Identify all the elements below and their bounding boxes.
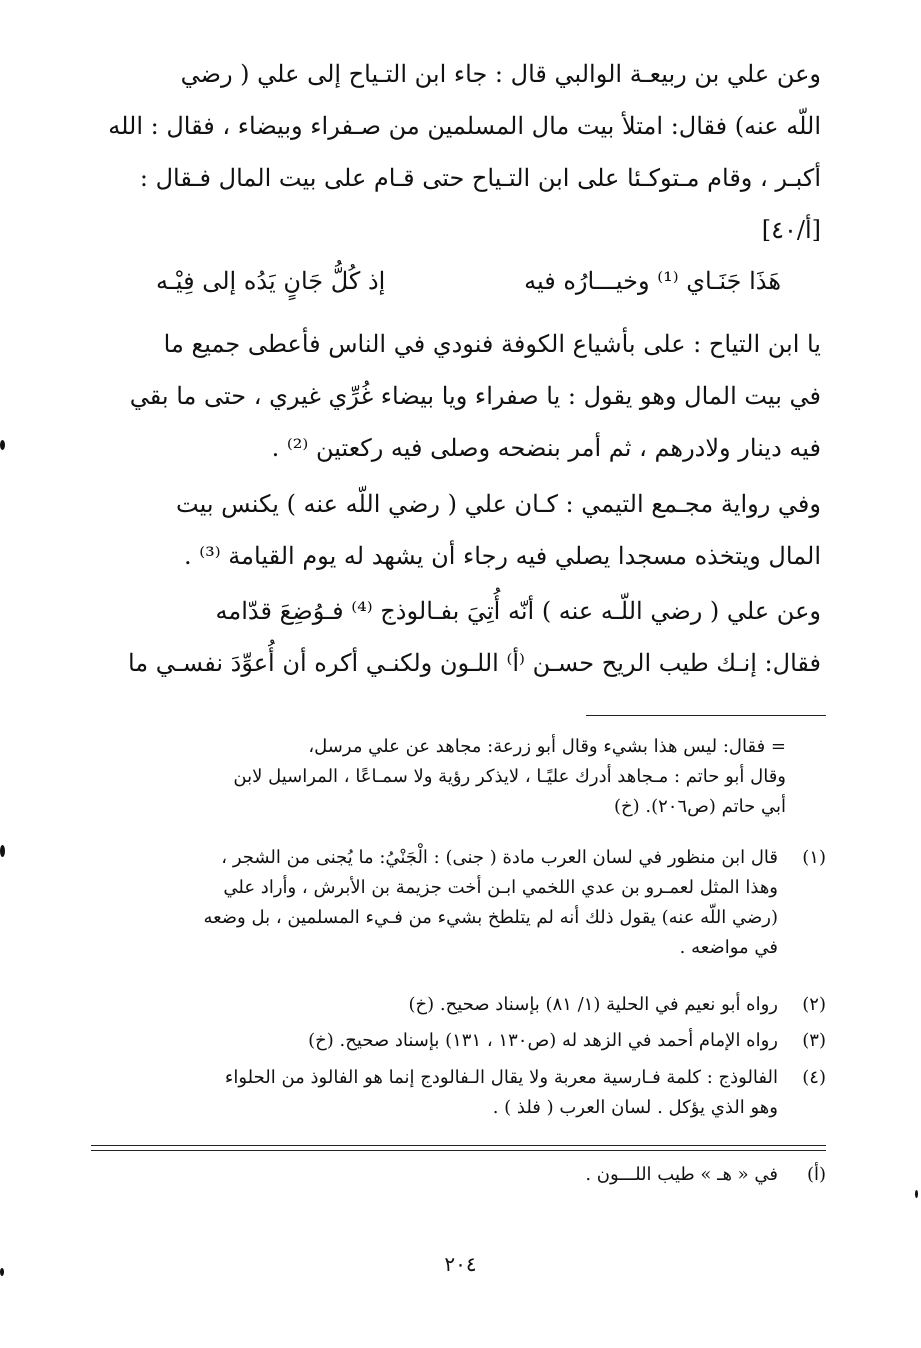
scan-mark (915, 1190, 918, 1198)
paragraph-line: فيه دينار ولادرهم ، ثم أمر بنضحه وصلى فيه ركعتين ⁽²⁾ . (271, 434, 821, 462)
variant-text: في « هـ » طيب اللـــون . (585, 1164, 778, 1185)
footnote-number: (٣) (802, 1030, 826, 1051)
paragraph-line: وعن علي ( رضي اللّـه عنه ) أنّه أُتِيَ بفـالوذج ⁽⁴⁾ فـوُضِعَ قدّامه (215, 597, 821, 625)
footnote-number: (٢) (802, 994, 826, 1015)
footnote-line: رواه أبو نعيم في الحلية (١/ ٨١) بإسناد صحيح. (خ) (408, 994, 778, 1015)
scan-mark (0, 845, 5, 857)
poetry-verse (106, 255, 821, 307)
footnote-line: (رضي اللّه عنه) يقول ذلك أنه لم يتلطخ بشيء من فـيء المسلمين ، بل وضعه (203, 907, 778, 928)
footnote-continuation (106, 732, 826, 822)
scan-mark (0, 440, 5, 450)
footnote-separator (586, 715, 826, 716)
footnote-line: = فقال: ليس هذا بشيء وقال أبو زرعة: مجاهد عن علي مرسل، (308, 736, 786, 757)
paragraph-line: وفي رواية مجـمع التيمي : كـان علي ( رضي اللّه عنه ) يكنس بيت (176, 490, 821, 518)
footnote-4 (106, 1063, 826, 1123)
footnote-line: رواه الإمام أحمد في الزهد له (ص١٣٠ ، ١٣١) بإسناد صحيح. (خ) (308, 1030, 778, 1051)
paragraph-line: وعن علي بن ربيعـة الوالبي قال : جاء ابن التـياح إلى علي ( رضي (180, 60, 821, 88)
page-number: ٢٠٤ (444, 1252, 477, 1276)
paragraph-line: اللّه عنه) فقال: امتلأ بيت مال المسلمين من صـفراء وبيضاء ، فقال : الله (108, 112, 821, 140)
paragraph-3 (106, 478, 821, 582)
footnote-line: الفالوذج : كلمة فـارسية معربة ولا يقال الـفالودج إنما هو الفالوذ من الحلواء (224, 1067, 778, 1088)
paragraph-1 (106, 48, 821, 256)
footnote-line: أبي حاتم (ص٢٠٦). (خ) (614, 796, 786, 817)
variant-separator (91, 1145, 826, 1151)
paragraph-4 (106, 585, 821, 689)
paragraph-line: يا ابن التياح : على بأشياع الكوفة فنودي في الناس فأعطى جميع ما (163, 330, 821, 358)
footnote-number: (١) (802, 847, 826, 868)
footnote-line: في مواضعه . (679, 937, 778, 958)
verse-first-hemistich: هَذَا جَنَـاي ⁽¹⁾ وخيـــارُه فيه (524, 267, 781, 295)
footnote-3 (106, 1026, 826, 1056)
footnote-line: قال ابن منظور في لسان العرب مادة ( جنى) : الْجَنْيُ: ما يُجنى من الشجر ، (221, 847, 778, 868)
variant-note (106, 1160, 826, 1190)
footnote-1 (106, 843, 826, 963)
footnote-2 (106, 990, 826, 1020)
verse-second-hemistich: إذ كُلُّ جَانٍ يَدُه إلى فِيْـه (156, 267, 386, 295)
paragraph-line: في بيت المال وهو يقول : يا صفراء ويا بيضاء غُرِّي غيري ، حتى ما بقي (129, 382, 821, 410)
paragraph-line: فقال: إنـك طيب الريح حسـن ⁽أ⁾ اللـون ولكنـي أكره أن أُعوِّدَ نفسـي ما (127, 649, 821, 677)
footnote-line: وهذا المثل لعمـرو بن عدي اللخمي ابـن أخت جزيمة بن الأبرش ، وأراد علي (223, 877, 778, 898)
footnote-line: وهو الذي يؤكل . لسان العرب ( فلذ ) . (492, 1097, 778, 1118)
paragraph-line: أكبـر ، وقام مـتوكـئا على ابن التـياح حتى قـام على بيت المال فـقال : (139, 164, 821, 192)
paragraph-2 (106, 318, 821, 474)
paragraph-line: [أ/٤٠] (761, 216, 821, 244)
variant-number: (أ) (806, 1164, 826, 1185)
scan-mark (0, 1268, 4, 1276)
paragraph-line: المال ويتخذه مسجدا يصلي فيه رجاء أن يشهد له يوم القيامة ⁽³⁾ . (183, 542, 821, 570)
footnote-line: وقال أبو حاتم : مـجاهد أدرك عليًـا ، لايذكر رؤية ولا سمـاعًا ، المراسيل لابن (233, 766, 786, 787)
footnote-number: (٤) (802, 1067, 826, 1088)
